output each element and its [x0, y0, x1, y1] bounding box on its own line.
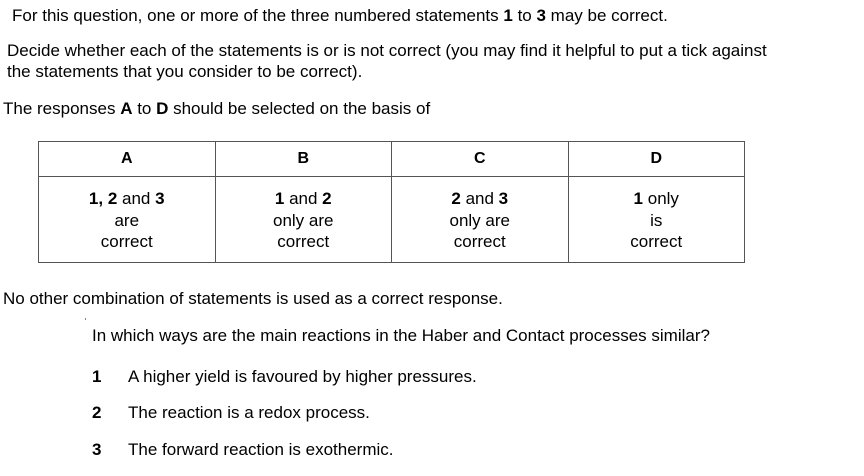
instruction-1-mid: to [512, 6, 537, 25]
instruction-line-1 [12, 6, 668, 26]
key-cell-c-line1 [392, 188, 568, 210]
statement-number-last: 3 [536, 6, 546, 25]
key-header-d: D [568, 142, 745, 177]
key-cell-b-line2: only are [273, 210, 334, 230]
statement-1-text: A higher yield is favoured by higher pressures. [128, 367, 477, 386]
key-cell-b-rest: and [284, 189, 323, 208]
instruction-3-pre: The responses [3, 99, 121, 118]
key-cell-c-rest: and [460, 189, 499, 208]
response-key-table [38, 141, 745, 263]
key-header-row [39, 142, 745, 177]
statement-1-number: 1 [92, 367, 102, 386]
statement-number-first: 1 [503, 6, 513, 25]
instruction-1-post: may be correct. [545, 6, 668, 25]
question-stem: In which ways are the main reactions in the Haber and Contact processes similar? [92, 326, 710, 345]
statement-2-text: The reaction is a redox process. [128, 403, 370, 422]
margin-mark [85, 318, 86, 320]
instruction-line-2a: Decide whether each of the statements is or is not correct (you may find it helpful to put a tick against [7, 41, 767, 60]
key-cell-b-line1 [216, 188, 392, 210]
instruction-line-2b: the statements that you consider to be correct). [7, 62, 363, 81]
key-cell-b-bold2: 2 [322, 189, 332, 208]
key-cell-a-line1 [39, 188, 215, 210]
key-cell-b-bold1: 1 [274, 189, 285, 208]
response-letter-d: D [156, 99, 169, 118]
key-header-a: A [39, 142, 216, 177]
key-cell-d-line2: is [650, 210, 663, 230]
key-cell-b [215, 177, 392, 263]
key-cell-a-line2: are [114, 210, 140, 230]
key-cell-b-line3: correct [277, 232, 330, 251]
instruction-line-3 [3, 99, 430, 119]
key-cell-a-line3: correct [100, 232, 153, 251]
key-cell-a [39, 177, 216, 263]
key-cell-c-line3: correct [453, 232, 506, 251]
instruction-1-pre: For this question, one or more of the three numbered statements [12, 6, 504, 25]
statement-3-text: The forward reaction is exothermic. [128, 440, 394, 459]
key-body-row [39, 177, 745, 263]
instruction-3-mid: to [132, 99, 157, 118]
statement-3-number: 3 [92, 440, 102, 459]
key-header-c: C [392, 142, 569, 177]
key-cell-c [392, 177, 569, 263]
key-cell-d-rest: only [643, 189, 679, 208]
key-cell-a-bold1: 1, 2 [88, 189, 118, 208]
key-cell-a-bold2: 3 [155, 189, 165, 208]
statement-2-number: 2 [92, 403, 102, 422]
closing-note: No other combination of statements is used as a correct response. [3, 289, 503, 308]
key-header-b: B [215, 142, 392, 177]
key-cell-c-line2: only are [449, 210, 510, 230]
instruction-3-post: should be selected on the basis of [168, 99, 431, 118]
key-cell-d-line3: correct [630, 232, 683, 251]
key-cell-d-bold1: 1 [633, 189, 644, 208]
key-cell-c-bold1: 2 [451, 189, 461, 208]
key-cell-d [568, 177, 745, 263]
key-cell-d-line1 [569, 188, 745, 210]
key-cell-c-bold2: 3 [498, 189, 509, 208]
response-letter-a: A [120, 99, 133, 118]
key-cell-a-rest: and [117, 189, 156, 208]
